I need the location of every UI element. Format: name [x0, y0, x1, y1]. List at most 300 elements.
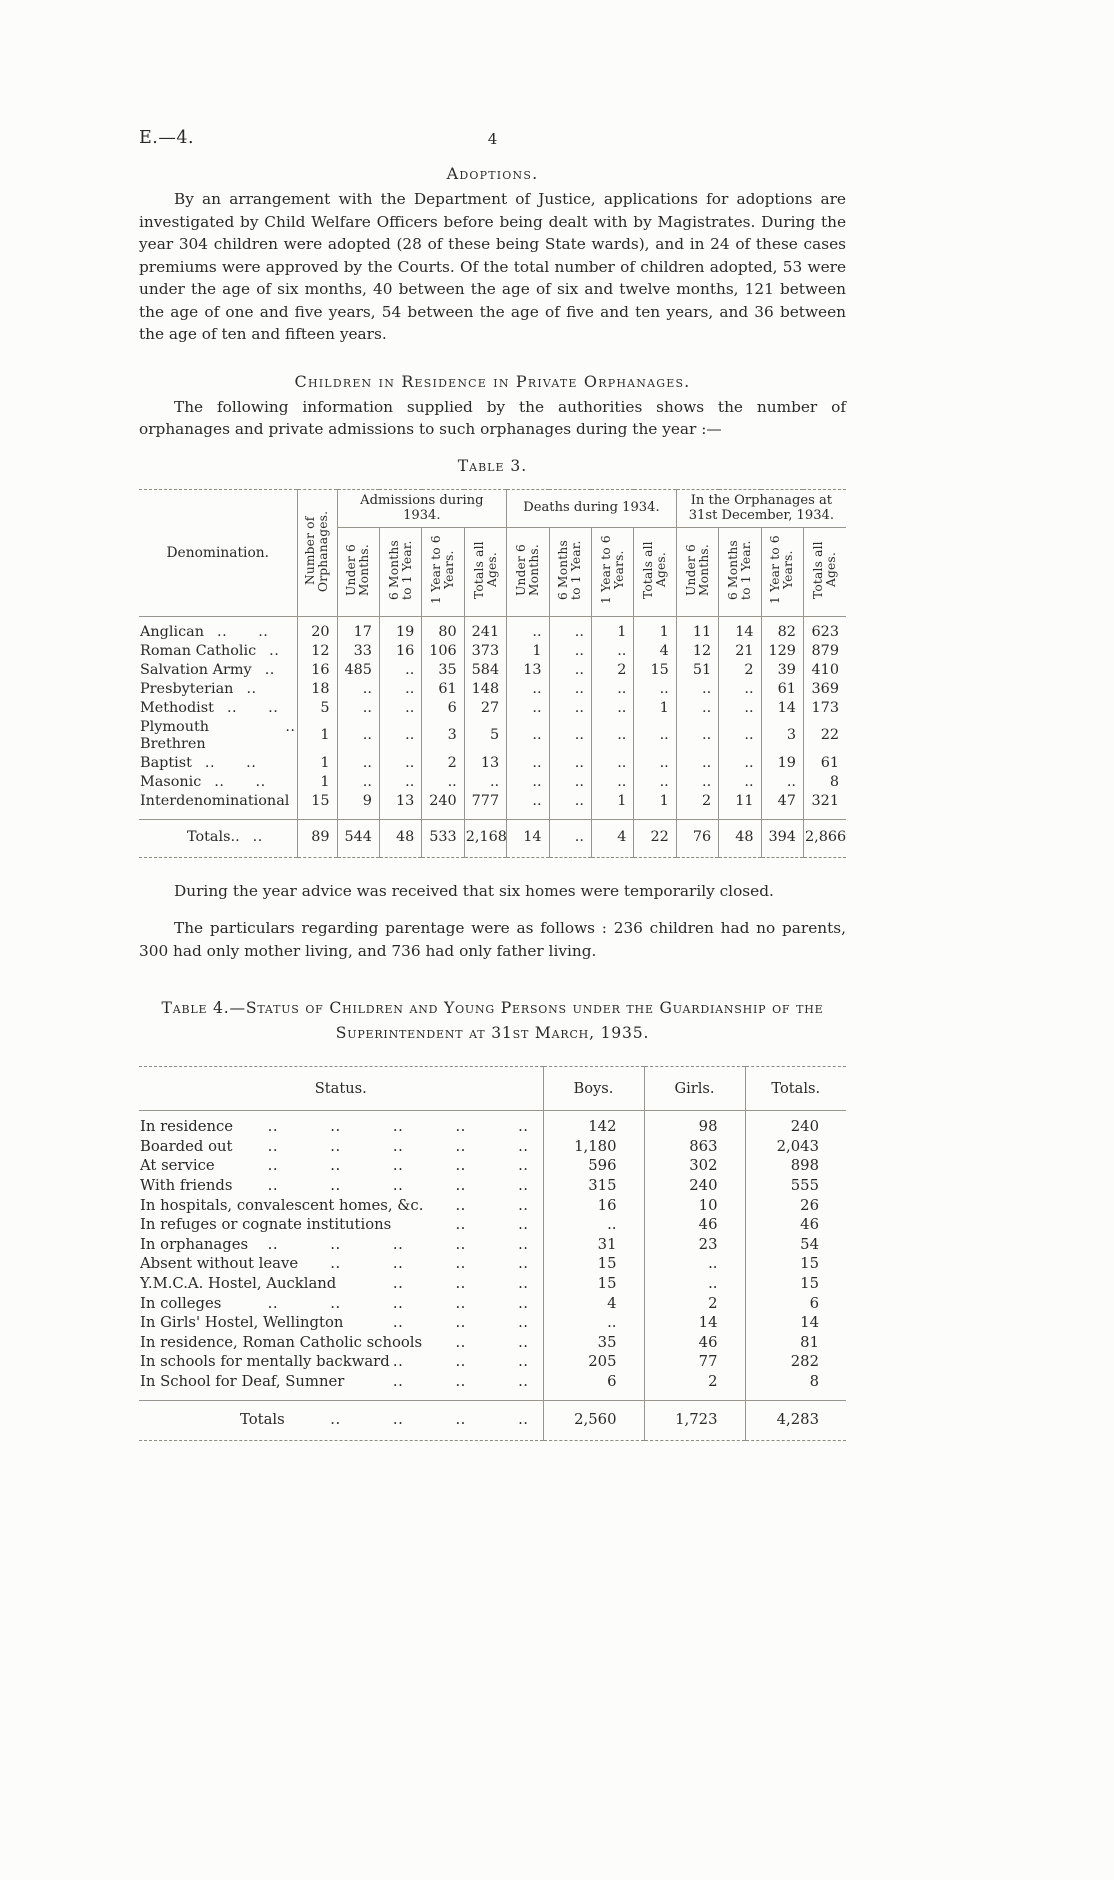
table3-cell: .. — [507, 754, 549, 773]
table4-cell-totals: 15 — [745, 1274, 846, 1294]
table3-cell: 76 — [676, 819, 718, 857]
table4-row — [139, 1274, 846, 1294]
group-in-orphanages-dec-1934: In the Orphanages at 31st December, 1934. — [676, 489, 846, 527]
table3-cell: 240 — [422, 792, 464, 820]
table3-cell: .. — [549, 754, 591, 773]
table3-cell: 16 — [297, 661, 337, 680]
table3-cell: 16 — [379, 642, 421, 661]
table3-cell: 1 — [634, 699, 676, 718]
table3-cell: 2,866 — [803, 819, 846, 857]
table3-subcol-label: 6 Months to 1 Year. — [556, 539, 584, 600]
table3-cell: 13 — [379, 792, 421, 820]
table3-cell: 20 — [297, 616, 337, 642]
table4-caption-line2: Superintendent at 31st March, 1935. — [335, 1024, 650, 1043]
table3-row — [139, 754, 846, 773]
table3-row-label — [139, 661, 297, 680]
table3-cell: 2 — [676, 792, 718, 820]
table4-caption-line1: Table 4.—Status of Children and Young Persons under the Guardianship of the — [161, 999, 824, 1018]
table4-cell-boys: 596 — [543, 1156, 644, 1176]
col-number-of-orphanages-label: Number of Orphanages. — [303, 509, 330, 592]
table3-cell: 13 — [507, 661, 549, 680]
table4-row — [139, 1196, 846, 1216]
table3-cell: 2 — [591, 661, 633, 680]
table3-cell: 5 — [297, 699, 337, 718]
table4-cell-totals: 81 — [745, 1333, 846, 1353]
table3-cell: .. — [549, 661, 591, 680]
table3-row — [139, 773, 846, 792]
table3-cell: .. — [591, 642, 633, 661]
leader-dots: .. — [246, 680, 257, 697]
denomination-label: Methodist — [140, 699, 214, 716]
table4-cell-girls: 2 — [644, 1294, 745, 1314]
leader-dots: .. .. — [455, 1216, 529, 1234]
table3-cell: 1 — [634, 792, 676, 820]
denomination-label: Plymouth Brethren — [140, 718, 210, 752]
leader-dots: .. .. — [455, 1333, 529, 1351]
table4-cell-boys: .. — [543, 1215, 644, 1235]
table3-cell: .. — [719, 680, 761, 699]
page-number: 4 — [487, 130, 498, 148]
table3-cell: 14 — [507, 819, 549, 857]
table4-cell-girls: 302 — [644, 1156, 745, 1176]
table4-row — [139, 1156, 846, 1176]
col-number-of-orphanages — [297, 489, 337, 616]
table3-cell: 35 — [422, 661, 464, 680]
table3-cell: .. — [591, 699, 633, 718]
table3-cell: .. — [337, 680, 379, 699]
table3-cell: 106 — [422, 642, 464, 661]
table3-cell: .. — [379, 718, 421, 754]
table4-status-cell — [139, 1333, 543, 1353]
content-column — [139, 0, 846, 1441]
table4-status-cell — [139, 1254, 543, 1274]
table4-cell-totals: 54 — [745, 1235, 846, 1255]
table3-row-label — [139, 699, 297, 718]
table3-subcol-g0-1 — [379, 527, 421, 616]
table4-header-row — [139, 1067, 846, 1111]
table3-cell: 12 — [676, 642, 718, 661]
table4-row — [139, 1137, 846, 1157]
table3-cell: .. — [379, 661, 421, 680]
leader-dots: .. .. .. — [392, 1353, 529, 1371]
table4-status-cell — [139, 1196, 543, 1216]
table3-row-label — [139, 773, 297, 792]
leader-dots: .. .. .. — [392, 1275, 529, 1293]
table4-status-cell — [139, 1215, 543, 1235]
homes-closed-note: During the year advice was received that six homes were temporarily closed. — [174, 881, 774, 900]
table3-cell: .. — [591, 718, 633, 754]
table3-cell: 394 — [761, 819, 803, 857]
denomination-label: Roman Catholic — [140, 642, 257, 659]
denomination-label: Baptist — [140, 754, 192, 771]
table3-cell: .. — [507, 718, 549, 754]
table3-cell: 373 — [464, 642, 506, 661]
table3-row-label — [139, 680, 297, 699]
status-label: In School for Deaf, Sumner — [140, 1373, 345, 1391]
table4-cell-totals: 8 — [745, 1372, 846, 1400]
table3-subcol-g2-0 — [676, 527, 718, 616]
table4-cell-girls: 10 — [644, 1196, 745, 1216]
table3-cell: 129 — [761, 642, 803, 661]
table4-status-cell — [139, 1352, 543, 1372]
status-label: Totals — [240, 1410, 285, 1428]
leader-dots: .. .. — [214, 773, 266, 790]
table3-cell: 777 — [464, 792, 506, 820]
table4-status-cell — [139, 1400, 543, 1441]
denomination-label: Interdenominational — [140, 792, 290, 809]
table3-cell: .. — [507, 792, 549, 820]
table3-cell: 19 — [761, 754, 803, 773]
table3-cell: .. — [676, 699, 718, 718]
document-reference: E.—4. — [139, 128, 195, 148]
table3-subcol-label: 1 Year to 6 Years. — [429, 535, 457, 604]
leader-dots: .. .. — [217, 623, 269, 640]
table3-cell: 4 — [634, 642, 676, 661]
table3-row-label — [139, 819, 297, 857]
table3-cell: 61 — [803, 754, 846, 773]
status-label: At service — [140, 1157, 215, 1175]
table4-cell-totals: 898 — [745, 1156, 846, 1176]
table3-cell: 6 — [422, 699, 464, 718]
table4-cell-girls: 77 — [644, 1352, 745, 1372]
table3-row — [139, 661, 846, 680]
table3-subcol-label: Under 6 Months. — [513, 543, 541, 596]
table3-cell: .. — [549, 819, 591, 857]
table3-row-label — [139, 616, 297, 642]
table3-subcol-g1-1 — [549, 527, 591, 616]
table4-status-cell — [139, 1313, 543, 1333]
table4-cell-girls: 46 — [644, 1215, 745, 1235]
orphanages-heading: Children in Residence in Private Orphanages. — [294, 371, 691, 391]
status-label: In refuges or cognate institutions — [140, 1216, 392, 1234]
table3-cell: 12 — [297, 642, 337, 661]
table3-cell: .. — [591, 754, 633, 773]
table4-totals-row — [139, 1400, 846, 1441]
group-deaths-1934: Deaths during 1934. — [507, 489, 677, 527]
table3-cell: 14 — [719, 616, 761, 642]
denomination-label: Anglican — [140, 623, 204, 640]
table3-cell: 18 — [297, 680, 337, 699]
table4-cell-boys: 35 — [543, 1333, 644, 1353]
leader-dots: .. .. .. .. .. — [267, 1177, 529, 1195]
table4-row — [139, 1333, 846, 1353]
table3-cell: 485 — [337, 661, 379, 680]
table4-status-cell — [139, 1111, 543, 1137]
table3-cell: 48 — [379, 819, 421, 857]
table3-subcol-g0-2 — [422, 527, 464, 616]
leader-dots: .. — [269, 642, 280, 659]
table3-subcol-label: Totals all Ages. — [471, 540, 499, 599]
table3-cell: .. — [549, 699, 591, 718]
leader-dots: .. .. .. — [392, 1373, 529, 1391]
table4-row — [139, 1313, 846, 1333]
status-label: In colleges — [140, 1294, 222, 1312]
table3-row — [139, 718, 846, 754]
table3-subcol-label: Under 6 Months. — [683, 543, 711, 596]
table4-cell-totals: 282 — [745, 1352, 846, 1372]
status-label: Y.M.C.A. Hostel, Auckland — [140, 1275, 337, 1293]
table4-cell-boys: 16 — [543, 1196, 644, 1216]
table3-cell: .. — [591, 773, 633, 792]
table3-cell: 21 — [719, 642, 761, 661]
table3-caption: Table 3. — [457, 456, 528, 475]
leader-dots: .. .. .. .. .. — [267, 1294, 529, 1312]
table4-cell-totals: 6 — [745, 1294, 846, 1314]
table3-cell: .. — [549, 642, 591, 661]
table4-cell-girls: .. — [644, 1254, 745, 1274]
table4-status-cell — [139, 1294, 543, 1314]
leader-dots: .. .. .. .. .. — [267, 1118, 529, 1136]
table4-cell-boys: 1,180 — [543, 1137, 644, 1157]
table3-totals-row — [139, 819, 846, 857]
table3-cell: 623 — [803, 616, 846, 642]
orphanages-intro: The following information supplied by the authorities shows the number of orphanages and private admissions to such orphanages during the year :— — [139, 397, 846, 438]
table3-cell: 1 — [591, 792, 633, 820]
table4-row — [139, 1235, 846, 1255]
table3-cell: .. — [549, 718, 591, 754]
table3-cell: .. — [507, 616, 549, 642]
table4-cell-boys: 315 — [543, 1176, 644, 1196]
table3-cell: 879 — [803, 642, 846, 661]
table3-cell: 1 — [297, 754, 337, 773]
table3-cell: 1 — [591, 616, 633, 642]
leader-dots: .. .. — [455, 1196, 529, 1214]
table3-cell: .. — [337, 773, 379, 792]
table3-cell: .. — [337, 718, 379, 754]
table3-cell: 39 — [761, 661, 803, 680]
table3-subcol-g2-1 — [719, 527, 761, 616]
table3-cell: .. — [379, 699, 421, 718]
table3-row-label — [139, 642, 297, 661]
table4-cell-totals: 4,283 — [745, 1400, 846, 1441]
table4-row — [139, 1176, 846, 1196]
table4-cell-boys: 6 — [543, 1372, 644, 1400]
table3-cell: 27 — [464, 699, 506, 718]
table3-cell: .. — [719, 754, 761, 773]
table3-cell: 173 — [803, 699, 846, 718]
table3-cell: 15 — [297, 792, 337, 820]
leader-dots: .. .. .. .. .. — [267, 1235, 529, 1253]
table3-row — [139, 792, 846, 820]
table3-cell: 4 — [591, 819, 633, 857]
table3-subcol-g1-0 — [507, 527, 549, 616]
table3-subcol-label: Under 6 Months. — [344, 543, 372, 596]
table4-status-cell — [139, 1274, 543, 1294]
table4-cell-totals: 555 — [745, 1176, 846, 1196]
table4 — [139, 1066, 846, 1441]
table4-cell-totals: 46 — [745, 1215, 846, 1235]
table3-cell: .. — [676, 680, 718, 699]
table3-cell: .. — [549, 616, 591, 642]
table3-cell: 3 — [422, 718, 464, 754]
adoptions-paragraph: By an arrangement with the Department of Justice, applications for adoptions are investigated by Child Welfare Officers before being dealt with by Magistrates. During the year 304 children were adopted (28 of these being State wards), and in 24 of these cases premiums were approved by the Courts. Of the total number of children adopted, 53 were under the age of six months, 40 between the age of six and twelve months, 121 between the age of one and five years, 54 between the age of five and ten years, and 36 between the age of ten and fifteen years. — [139, 190, 846, 343]
table3-cell: .. — [761, 773, 803, 792]
table3-subcol-g1-2 — [591, 527, 633, 616]
table3-cell: .. — [676, 754, 718, 773]
table3-cell: .. — [549, 792, 591, 820]
status-label: Boarded out — [140, 1137, 233, 1155]
table4-row — [139, 1254, 846, 1274]
table4-cell-girls: 863 — [644, 1137, 745, 1157]
table4-status-cell — [139, 1176, 543, 1196]
table3-cell: .. — [676, 718, 718, 754]
table4-cell-girls: 240 — [644, 1176, 745, 1196]
table4-status-cell — [139, 1156, 543, 1176]
table3-cell: 321 — [803, 792, 846, 820]
leader-dots: .. .. .. .. .. — [267, 1137, 529, 1155]
denomination-label: Masonic — [140, 773, 202, 790]
table4-cell-boys: 31 — [543, 1235, 644, 1255]
table3-cell: 51 — [676, 661, 718, 680]
col-denomination: Denomination. — [139, 489, 297, 616]
table3-cell: 369 — [803, 680, 846, 699]
table4-cell-girls: 46 — [644, 1333, 745, 1353]
table3-cell: 2 — [719, 661, 761, 680]
table4-row — [139, 1294, 846, 1314]
status-label: In residence, Roman Catholic schools — [140, 1333, 423, 1351]
table3-cell: .. — [379, 773, 421, 792]
table3-cell: 2,168 — [464, 819, 506, 857]
table3-subcol-g2-2 — [761, 527, 803, 616]
table4-cell-totals: 15 — [745, 1254, 846, 1274]
table4-cell-girls: 14 — [644, 1313, 745, 1333]
status-label: With friends — [140, 1177, 233, 1195]
table3-cell: 544 — [337, 819, 379, 857]
table3-subcol-label: Totals all Ages. — [641, 540, 669, 599]
col-girls: Girls. — [644, 1067, 745, 1111]
table3-cell: .. — [337, 754, 379, 773]
table3-cell: 241 — [464, 616, 506, 642]
table3-cell: 61 — [422, 680, 464, 699]
leader-dots: .. .. — [204, 754, 257, 771]
table3-cell: .. — [634, 773, 676, 792]
table3-cell: .. — [676, 773, 718, 792]
table4-row — [139, 1352, 846, 1372]
page-header — [139, 128, 846, 160]
status-label: In orphanages — [140, 1235, 249, 1253]
table3-cell: .. — [634, 680, 676, 699]
leader-dots: .. — [252, 828, 263, 845]
table3-cell: 47 — [761, 792, 803, 820]
table3-cell: .. — [507, 773, 549, 792]
table3-cell: 82 — [761, 616, 803, 642]
adoptions-heading: Adoptions. — [446, 164, 539, 183]
table3-cell: .. — [507, 680, 549, 699]
table3-cell: 22 — [634, 819, 676, 857]
table3-cell: 15 — [634, 661, 676, 680]
table3-row-label — [139, 718, 297, 754]
table3-row — [139, 616, 846, 642]
table3-cell: 9 — [337, 792, 379, 820]
table3-cell: .. — [379, 680, 421, 699]
table3-cell: .. — [337, 699, 379, 718]
table3-group-header-row — [139, 489, 846, 527]
leader-dots: .. .. .. .. — [330, 1255, 529, 1273]
status-label: Absent without leave — [140, 1255, 299, 1273]
table3-cell: 1 — [297, 773, 337, 792]
table4-cell-totals: 14 — [745, 1313, 846, 1333]
table4-cell-girls: 2 — [644, 1372, 745, 1400]
status-label: In hospitals, convalescent homes, &c. — [140, 1196, 424, 1214]
table3-subcol-g1-3 — [634, 527, 676, 616]
leader-dots: .. .. .. .. — [330, 1410, 529, 1428]
table3-subcol-g2-3 — [803, 527, 846, 616]
table3-cell: .. — [719, 718, 761, 754]
parentage-note: The particulars regarding parentage were as follows : 236 children had no parents, 300 had only mother living, and 736 had only father living. — [139, 919, 846, 960]
table4-status-cell — [139, 1372, 543, 1400]
table3-cell: 13 — [464, 754, 506, 773]
status-label: In Girls' Hostel, Wellington — [140, 1314, 344, 1332]
table4-cell-girls: 98 — [644, 1111, 745, 1137]
table3-cell: .. — [591, 680, 633, 699]
table4-cell-boys: 15 — [543, 1254, 644, 1274]
table3-cell: .. — [634, 718, 676, 754]
table4-cell-boys: 2,560 — [543, 1400, 644, 1441]
status-label: In residence — [140, 1118, 234, 1136]
table3-cell: .. — [549, 773, 591, 792]
table3-cell: 1 — [507, 642, 549, 661]
table4-cell-boys: 15 — [543, 1274, 644, 1294]
table3-cell: 33 — [337, 642, 379, 661]
table3-cell: 11 — [676, 616, 718, 642]
table3-cell: 11 — [719, 792, 761, 820]
table3-cell: .. — [507, 699, 549, 718]
table3-cell: 2 — [422, 754, 464, 773]
table4-cell-totals: 240 — [745, 1111, 846, 1137]
table4-cell-girls: 23 — [644, 1235, 745, 1255]
table3-cell: .. — [464, 773, 506, 792]
table3-subcol-label: Totals all Ages. — [811, 540, 838, 599]
table3-cell: 22 — [803, 718, 846, 754]
table4-status-cell — [139, 1235, 543, 1255]
table3-row — [139, 680, 846, 699]
table3-cell: .. — [379, 754, 421, 773]
table4-cell-girls: 1,723 — [644, 1400, 745, 1441]
status-label: In schools for mentally backward — [140, 1353, 390, 1371]
table3-row — [139, 642, 846, 661]
table4-cell-boys: 4 — [543, 1294, 644, 1314]
table3-row-label — [139, 754, 297, 773]
table3-cell: 5 — [464, 718, 506, 754]
table4-status-cell — [139, 1137, 543, 1157]
leader-dots: .. — [264, 661, 275, 678]
table4-cell-boys: 142 — [543, 1111, 644, 1137]
table3-cell: 148 — [464, 680, 506, 699]
table3-row-label — [139, 792, 297, 820]
denomination-label: Salvation Army — [140, 661, 252, 678]
leader-dots: .. .. — [226, 699, 279, 716]
table3-cell: 584 — [464, 661, 506, 680]
table4-cell-totals: 26 — [745, 1196, 846, 1216]
table3-subcol-label: 6 Months to 1 Year. — [725, 539, 753, 600]
table3-cell: 8 — [803, 773, 846, 792]
table4-row — [139, 1111, 846, 1137]
table3-cell: 533 — [422, 819, 464, 857]
table3-subcol-label: 1 Year to 6 Years. — [598, 535, 626, 604]
table4-row — [139, 1215, 846, 1235]
leader-dots: .. .. .. — [392, 1314, 529, 1332]
leader-dots: .. — [285, 718, 296, 735]
table3-cell: .. — [549, 680, 591, 699]
table3-cell: 410 — [803, 661, 846, 680]
table3-subcol-g0-0 — [337, 527, 379, 616]
table3-cell: 1 — [297, 718, 337, 754]
table3-cell: .. — [634, 754, 676, 773]
table4-cell-totals: 2,043 — [745, 1137, 846, 1157]
table3-cell: 80 — [422, 616, 464, 642]
table4-row — [139, 1372, 846, 1400]
denomination-label: Totals.. — [187, 828, 240, 845]
